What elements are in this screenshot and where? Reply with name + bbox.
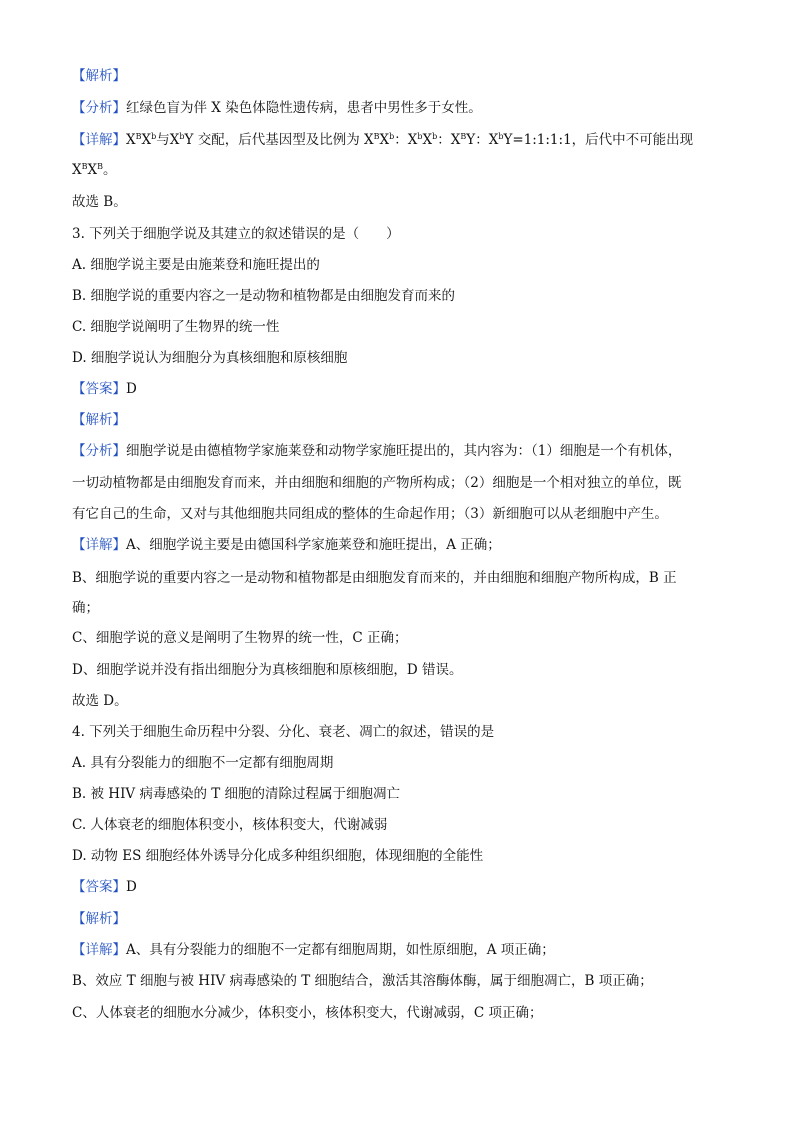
jiexi-tag: 【解析】 bbox=[72, 911, 126, 927]
q4-xiangjie-line-1 bbox=[72, 940, 722, 960]
q2-fenxi-line bbox=[72, 98, 722, 118]
xiangjie-tag: 【详解】 bbox=[72, 537, 126, 553]
q4-answer: D bbox=[126, 879, 137, 895]
xiangjie-part-3: Y=1:1:1:1，后代中不可能出现 bbox=[503, 132, 694, 148]
q4-option-b: B. 被 HIV 病毒感染的 T 细胞的清除过程属于细胞凋亡 bbox=[72, 786, 401, 802]
xiangjie-text-1: A、具有分裂能力的细胞不一定都有细胞周期，如性原细胞，A 项正确； bbox=[126, 942, 555, 958]
q3-fenxi-line-3: 有它自己的生命，又对与其他细胞共同组成的整体的生命起作用；（3）新细胞可以从老细胞中产生。 bbox=[72, 506, 668, 522]
q3-xiangjie-line-3: 确； bbox=[72, 600, 99, 616]
q4-xiangjie-line-2: B、效应 T 细胞与被 HIV 病毒感染的 T 细胞结合，激活其溶酶体酶，属于细胞凋亡，B 项正确； bbox=[72, 973, 653, 989]
q2-gu-xuan: 故选 B。 bbox=[72, 194, 127, 210]
q3-gu-xuan: 故选 D。 bbox=[72, 693, 128, 709]
jiexi-tag: 【解析】 bbox=[72, 68, 126, 84]
q4-option-c: C. 人体衰老的细胞体积变小，核体积变大，代谢减弱 bbox=[72, 817, 388, 833]
xiangjie-tag: 【详解】 bbox=[72, 942, 126, 958]
xiangjie-part-2: Y 交配，后代基因型及比例为 bbox=[184, 132, 360, 148]
genotype-XBXb: $X^BX^b$ bbox=[126, 132, 157, 148]
jiexi-tag: 【解析】 bbox=[72, 412, 126, 428]
q4-question: 4. 下列关于细胞生命历程中分裂、分化、衰老、凋亡的叙述，错误的是 bbox=[72, 724, 495, 740]
q4-answer-line bbox=[72, 877, 722, 897]
q4-xiangjie-line-3: C、人体衰老的细胞水分减少，体积变小，核体积变大，代谢减弱，C 项正确； bbox=[72, 1005, 543, 1021]
q3-question: 3. 下列关于细胞学说及其建立的叙述错误的是（ ） bbox=[72, 226, 400, 242]
q4-option-a: A. 具有分裂能力的细胞不一定都有细胞周期 bbox=[72, 755, 334, 771]
q3-fenxi-line-2: 一切动植物都是由细胞发育而来，并由细胞和细胞的产物所构成；（2）细胞是一个相对独立的单位，既 bbox=[72, 475, 682, 491]
q3-answer-line bbox=[72, 379, 722, 399]
fenxi-tag: 【分析】 bbox=[72, 443, 126, 459]
q4-option-d: D. 动物 ES 细胞经体外诱导分化成多种组织细胞，体现细胞的全能性 bbox=[72, 848, 484, 864]
q4-jiexi-heading bbox=[72, 909, 722, 929]
xiangjie-line2-end: 。 bbox=[103, 162, 117, 178]
q3-option-a: A. 细胞学说主要是由施莱登和施旺提出的 bbox=[72, 257, 320, 273]
fenxi-text-1: 细胞学说是由德植物学家施莱登和动物学家施旺提出的，其内容为：（1）细胞是一个有机体， bbox=[126, 443, 682, 459]
q3-xiangjie-line-5: D、细胞学说并没有指出细胞分为真核细胞和原核细胞，D 错误。 bbox=[72, 662, 463, 678]
q3-option-c: C. 细胞学说阐明了生物界的统一性 bbox=[72, 319, 280, 335]
q3-option-d: D. 细胞学说认为细胞分为真核细胞和原核细胞 bbox=[72, 350, 348, 366]
q3-xiangjie-line-1 bbox=[72, 535, 722, 555]
xiangjie-tag: 【详解】 bbox=[72, 132, 126, 148]
genotype-ratio: $X^BX^b$：$X^bX^b$：$X^BY$：$X^b$ bbox=[359, 132, 504, 148]
genotype-XbY: $X^b$ bbox=[169, 132, 185, 148]
answer-tag: 【答案】 bbox=[72, 879, 126, 895]
fenxi-tag: 【分析】 bbox=[72, 100, 126, 116]
q2-jiexi-heading bbox=[72, 66, 722, 86]
q3-option-b: B. 细胞学说的重要内容之一是动物和植物都是由细胞发育而来的 bbox=[72, 288, 456, 304]
q3-xiangjie-line-2: B、细胞学说的重要内容之一是动物和植物都是由细胞发育而来的，并由细胞和细胞产物所构成，B 正 bbox=[72, 570, 677, 586]
q3-xiangjie-line-4: C、细胞学说的意义是阐明了生物界的统一性，C 正确； bbox=[72, 630, 408, 646]
xiangjie-text-1: A、细胞学说主要是由德国科学家施莱登和施旺提出，A 正确； bbox=[126, 537, 501, 553]
q2-xiangjie-line-2 bbox=[72, 160, 722, 180]
fenxi-text: 红绿色盲为伴 X 染色体隐性遗传病，患者中男性多于女性。 bbox=[126, 100, 482, 116]
answer-tag: 【答案】 bbox=[72, 381, 126, 397]
q2-xiangjie-line bbox=[72, 130, 722, 150]
q3-answer: D bbox=[126, 381, 137, 397]
q3-jiexi-heading bbox=[72, 410, 722, 430]
genotype-XBXB: $X^BX^B$ bbox=[72, 162, 104, 178]
q3-fenxi-line-1 bbox=[72, 441, 722, 461]
xiangjie-part-1: 与 bbox=[156, 132, 170, 148]
